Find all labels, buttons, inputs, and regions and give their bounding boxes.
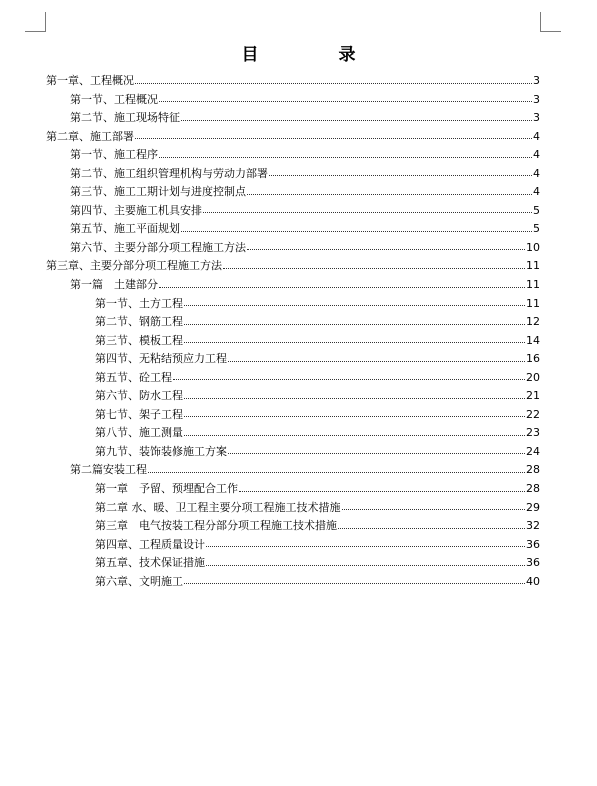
toc-entry[interactable]	[46, 72, 540, 91]
dot-leader	[181, 119, 532, 121]
toc-entry[interactable]	[46, 276, 540, 295]
toc-entry-label: 第一节、工程概况	[70, 91, 158, 110]
toc-entry-page: 11	[526, 278, 540, 292]
toc-entry[interactable]	[46, 332, 540, 351]
toc-entry-page: 4	[533, 166, 540, 180]
toc-entry-label: 第一节、土方工程	[95, 295, 183, 314]
toc-entry-label: 第三节、施工工期计划与进度控制点	[70, 183, 246, 202]
toc-entry-label: 第一节、施工程序	[70, 146, 158, 165]
toc-entry-label: 第九节、装饰装修施工方案	[95, 443, 227, 462]
toc-entry[interactable]	[46, 220, 540, 239]
dot-leader	[206, 545, 525, 547]
toc-entry-label: 第二章 水、暖、卫工程主要分项工程施工技术措施	[95, 499, 341, 518]
toc-entry-label: 第二节、钢筋工程	[95, 313, 183, 332]
toc-entry[interactable]	[46, 295, 540, 314]
toc-entry-label: 第二篇安装工程	[70, 461, 147, 480]
toc-entry-page: 4	[533, 129, 540, 143]
toc-entry-label: 第四节、无粘结预应力工程	[95, 350, 227, 369]
toc-entry-label: 第一篇 土建部分	[70, 276, 158, 295]
dot-leader	[228, 452, 525, 454]
toc-entry[interactable]	[46, 424, 540, 443]
toc-entry-label: 第七节、架子工程	[95, 406, 183, 425]
toc-entry-page: 5	[533, 222, 540, 236]
toc-entry-label: 第一章、工程概况	[46, 72, 134, 91]
toc-entry-page: 23	[526, 426, 540, 440]
toc-entry[interactable]	[46, 499, 540, 518]
dot-leader	[206, 564, 525, 566]
toc-entry[interactable]	[46, 109, 540, 128]
table-of-contents	[46, 72, 540, 591]
page-title	[0, 40, 597, 65]
dot-leader	[184, 304, 525, 306]
toc-entry[interactable]	[46, 369, 540, 388]
dot-leader	[173, 378, 525, 380]
toc-entry-page: 24	[526, 444, 540, 458]
toc-entry[interactable]	[46, 443, 540, 462]
toc-entry-page: 11	[526, 296, 540, 310]
dot-leader	[203, 211, 532, 213]
toc-entry-page: 3	[533, 74, 540, 87]
toc-entry[interactable]	[46, 165, 540, 184]
toc-entry-label: 第五节、砼工程	[95, 369, 172, 388]
dot-leader	[184, 341, 525, 343]
dot-leader	[184, 582, 525, 584]
dot-leader	[228, 360, 525, 362]
dot-leader	[159, 286, 525, 288]
dot-leader	[148, 471, 525, 473]
dot-leader	[135, 137, 532, 139]
title-char-left: 目	[241, 45, 259, 65]
toc-entry[interactable]	[46, 480, 540, 499]
toc-entry-page: 21	[526, 389, 540, 403]
toc-entry-page: 11	[526, 259, 540, 273]
toc-entry[interactable]	[46, 91, 540, 110]
toc-entry-page: 29	[526, 500, 540, 514]
toc-entry-page: 22	[526, 407, 540, 421]
toc-entry-label: 第二节、施工组织管理机构与劳动力部署	[70, 165, 268, 184]
toc-entry-page: 36	[526, 537, 540, 551]
toc-entry-label: 第三节、模板工程	[95, 332, 183, 351]
dot-leader	[223, 267, 525, 269]
toc-entry[interactable]	[46, 146, 540, 165]
toc-entry-label: 第八节、施工测量	[95, 424, 183, 443]
toc-entry-page: 4	[533, 185, 540, 199]
toc-entry[interactable]	[46, 350, 540, 369]
toc-entry-page: 16	[526, 352, 540, 366]
dot-leader	[184, 323, 525, 325]
toc-entry-page: 20	[526, 370, 540, 384]
toc-entry[interactable]	[46, 461, 540, 480]
toc-entry[interactable]	[46, 387, 540, 406]
dot-leader	[338, 527, 525, 529]
toc-entry[interactable]	[46, 573, 540, 592]
toc-entry-page: 5	[533, 203, 540, 217]
toc-entry[interactable]	[46, 554, 540, 573]
toc-entry[interactable]	[46, 536, 540, 555]
toc-entry-label: 第四节、主要施工机具安排	[70, 202, 202, 221]
toc-entry-page: 10	[526, 240, 540, 254]
toc-entry[interactable]	[46, 257, 540, 276]
toc-entry[interactable]	[46, 183, 540, 202]
title-char-right: 录	[338, 45, 356, 65]
toc-entry[interactable]	[46, 128, 540, 147]
toc-entry-label: 第六节、主要分部分项工程施工方法	[70, 239, 246, 258]
toc-entry[interactable]	[46, 202, 540, 221]
dot-leader	[135, 82, 532, 84]
dot-leader	[184, 397, 525, 399]
dot-leader	[239, 490, 525, 492]
toc-entry-page: 3	[533, 111, 540, 125]
dot-leader	[247, 193, 532, 195]
dot-leader	[159, 100, 532, 102]
toc-entry-label: 第六章、文明施工	[95, 573, 183, 592]
toc-entry-label: 第一章 予留、预埋配合工作	[95, 480, 238, 499]
toc-entry[interactable]	[46, 406, 540, 425]
dot-leader	[181, 230, 532, 232]
dot-leader	[184, 415, 525, 417]
toc-entry-label: 第五章、技术保证措施	[95, 554, 205, 573]
crop-mark-top-left-vertical	[45, 12, 46, 32]
toc-entry-page: 28	[526, 482, 540, 496]
crop-mark-top-right-horizontal	[541, 31, 561, 32]
toc-entry-label: 第六节、防水工程	[95, 387, 183, 406]
toc-entry-page: 32	[526, 519, 540, 533]
toc-entry-label: 第三章、主要分部分项工程施工方法	[46, 257, 222, 276]
crop-mark-top-left-horizontal	[25, 31, 45, 32]
toc-entry-label: 第三章 电气按装工程分部分项工程施工技术措施	[95, 517, 337, 536]
toc-entry-label: 第二节、施工现场特征	[70, 109, 180, 128]
toc-entry[interactable]	[46, 313, 540, 332]
toc-entry-page: 12	[526, 315, 540, 329]
toc-entry-page: 40	[526, 574, 540, 588]
toc-entry-page: 28	[526, 463, 540, 477]
toc-entry-label: 第五节、施工平面规划	[70, 220, 180, 239]
dot-leader	[184, 434, 525, 436]
dot-leader	[269, 174, 532, 176]
toc-entry-page: 3	[533, 92, 540, 106]
dot-leader	[342, 508, 526, 510]
toc-entry-page: 36	[526, 556, 540, 570]
dot-leader	[247, 248, 525, 250]
toc-entry-page: 14	[526, 333, 540, 347]
dot-leader	[159, 156, 532, 158]
toc-entry[interactable]	[46, 517, 540, 536]
toc-entry-label: 第四章、工程质量设计	[95, 536, 205, 555]
crop-mark-top-right-vertical	[540, 12, 541, 32]
toc-entry-page: 4	[533, 148, 540, 162]
toc-entry[interactable]	[46, 239, 540, 258]
toc-entry-label: 第二章、施工部署	[46, 128, 134, 147]
